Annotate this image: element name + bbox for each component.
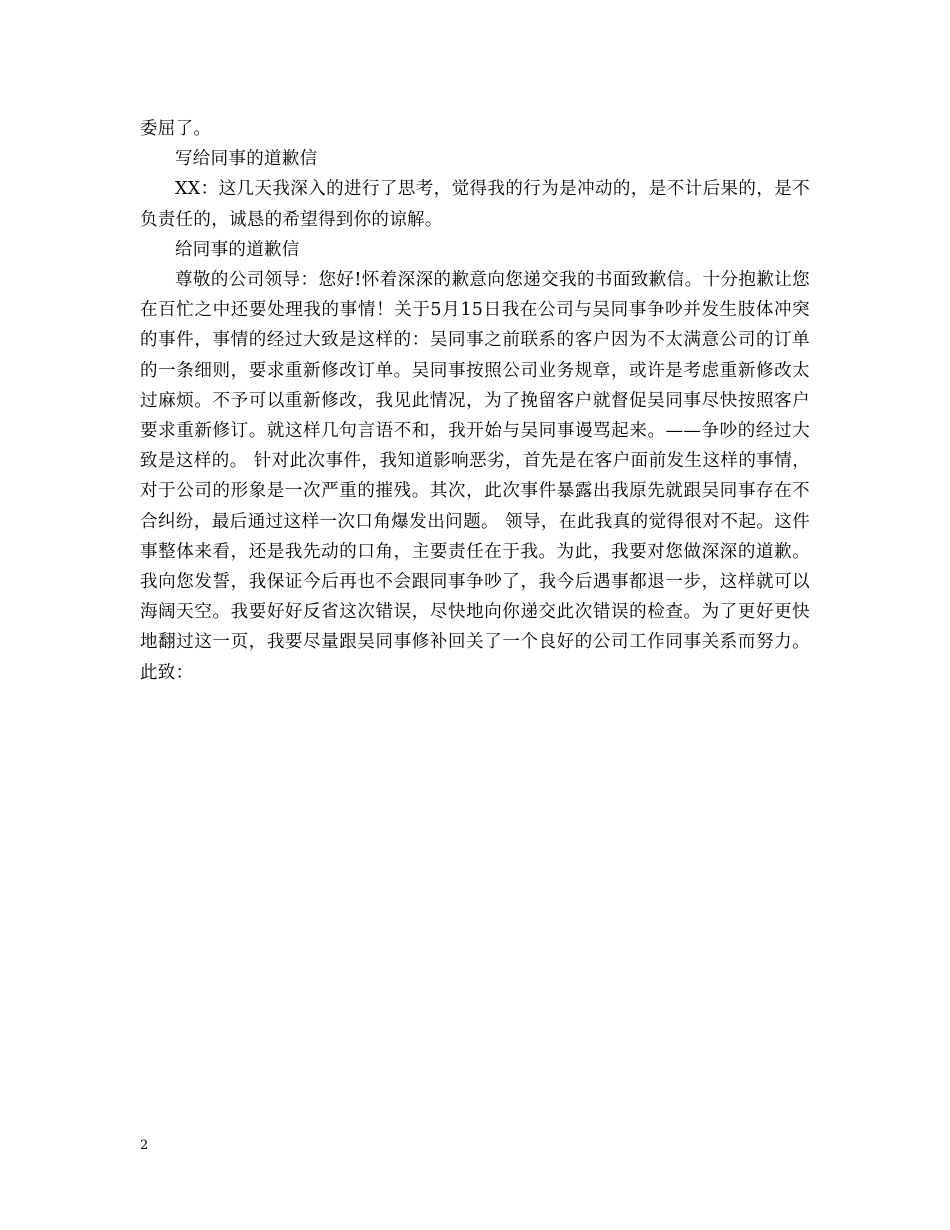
page-number: 2: [140, 1138, 149, 1153]
document-body: [140, 114, 810, 688]
paragraph-continuation: 委屈了。: [140, 119, 212, 139]
paragraph-xx-reflection: XX：这几天我深入的进行了思考，觉得我的行为是冲动的，是不计后果的，是不负责任的，诚恳的希望得到你的谅解。: [140, 179, 810, 230]
heading-apology-letter-to-colleague: 写给同事的道歉信: [175, 149, 318, 170]
heading-apology-letter: 给同事的道歉信: [175, 239, 300, 260]
paragraph-letter-body: 尊敬的公司领导：您好!怀着深深的歉意向您递交我的书面致歉信。十分抱歉让您在百忙之中还要处理我的事情！关于5月15日我在公司与吴同事争吵并发生肢体冲突的事件，事情的经过大致是这样的：吴同事之前联系的客户因为不太满意公司的订单的一条细则，要求重新修改订单。吴同事按照公司业务规章，或许是考虑重新修改太过麻烦。不予可以重新修改，我见此情况，为了挽留客户就督促吴同事尽快按照客户要求重新修订。就这样几句言语不和，我开始与吴同事谩骂起来。——争吵的经过大致是这样的。 针对此次事件，我知道影响恶劣，首先是在客户面前发生这样的事情，对于公司的形象是一次严重的摧残。其次，此次事件暴露出我原先就跟吴同事存在不合纠纷，最后通过这样一次口角爆发出问题。 领导，在此我真的觉得很对不起。这件事整体来看，还是我先动的口角，主要责任在于我。为此，我要对您做深深的道歉。 我向您发誓，我保证今后再也不会跟同事争吵了，我今后遇事都退一步，这样就可以海阔天空。我要好好反省这次错误，尽快地向你递交此次错误的检查。为了更好更快地翻过这一页，我要尽量跟吴同事修补回关了一个良好的公司工作同事关系而努力。此致：: [140, 270, 810, 683]
